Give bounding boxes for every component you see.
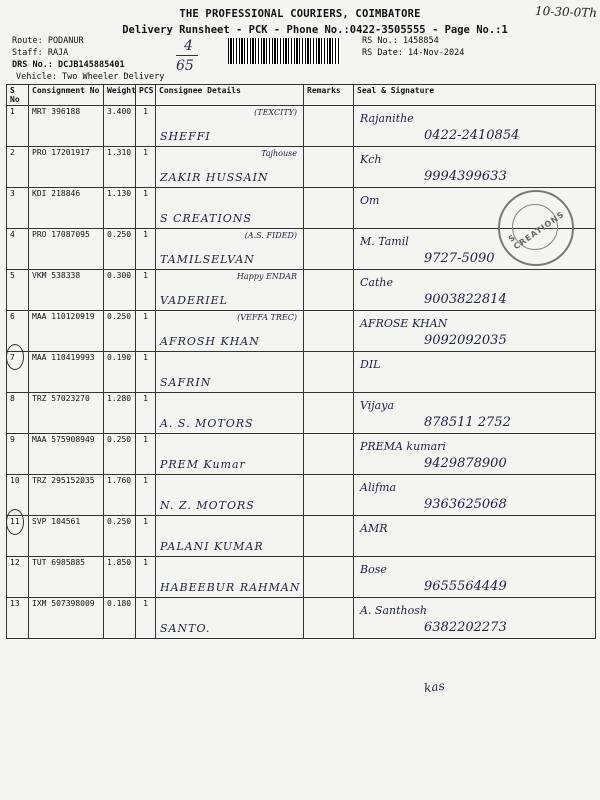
consignee-cell [156, 352, 304, 393]
signature-name: Om [360, 194, 380, 207]
row-weight: 0.300 [104, 270, 136, 311]
consignment-number: TRZ 295152035 [29, 475, 104, 516]
remarks-cell [304, 270, 354, 311]
consignment-number: TRZ 57023270 [29, 393, 104, 434]
signature-phone: 9727-5090 [424, 251, 495, 266]
document-subtitle: Delivery Runsheet - PCK - Phone No.:0422-3505555 - Page No.:1 [122, 24, 508, 36]
consignment-number: MAA 575908949 [29, 434, 104, 475]
signature-cell [354, 598, 596, 639]
signature-cell [354, 393, 596, 434]
footer-initials: kas [423, 678, 446, 696]
row-weight: 1.280 [104, 393, 136, 434]
col-header-signature: Seal & Signature [354, 85, 596, 106]
table-header-row [7, 85, 596, 106]
signature-phone: 0422-2410854 [424, 128, 520, 143]
remarks-cell [304, 352, 354, 393]
signature-name: DIL [360, 358, 381, 371]
consignee-cell [156, 311, 304, 352]
row-pcs: 1 [136, 106, 156, 147]
row-pcs: 1 [136, 188, 156, 229]
row-sno: 10 [7, 475, 29, 516]
remarks-cell [304, 598, 354, 639]
remarks-cell [304, 147, 354, 188]
consignment-number: MRT 396188 [29, 106, 104, 147]
col-header-consignee: Consignee Details [156, 85, 304, 106]
rs-date: RS Date: 14-Nov-2024 [362, 48, 465, 58]
signature-name: Kch [360, 153, 382, 166]
consignment-number: TUT 6985885 [29, 557, 104, 598]
handwritten-date: 10-30-0Th [534, 3, 598, 21]
row-weight: 0.190 [104, 352, 136, 393]
col-header-sno: S No [7, 85, 29, 106]
row-sno: 2 [7, 147, 29, 188]
row-sno: 8 [7, 393, 29, 434]
consignee-cell [156, 229, 304, 270]
remarks-cell [304, 106, 354, 147]
fraction-line [176, 55, 198, 56]
remarks-cell [304, 434, 354, 475]
table-row [7, 106, 596, 147]
vehicle-label: Vehicle: Two Wheeler Delivery [16, 72, 165, 82]
row-11-circle-mark [6, 509, 24, 535]
consignee-name: VADERIEL [160, 294, 228, 307]
table-row [7, 393, 596, 434]
signature-phone: 9655564449 [424, 579, 507, 594]
table-row [7, 270, 596, 311]
col-header-remarks: Remarks [304, 85, 354, 106]
signature-cell [354, 352, 596, 393]
rs-number: RS No.: 1458854 [362, 36, 439, 46]
signature-phone: 9003822814 [424, 292, 507, 307]
seal-stamp-text: S CREATIONS [506, 209, 567, 252]
col-header-weight: Weight [104, 85, 136, 106]
signature-name: Bose [360, 563, 387, 576]
signature-phone: 6382202273 [424, 620, 507, 635]
hand-count-top: 4 [184, 38, 193, 54]
hand-count-bottom: 65 [176, 58, 194, 74]
row-pcs: 1 [136, 229, 156, 270]
row-sno: 3 [7, 188, 29, 229]
consignee-note: Happy ENDAR [236, 272, 297, 281]
signature-phone: 9429878900 [424, 456, 507, 471]
signature-cell [354, 147, 596, 188]
table-row [7, 557, 596, 598]
row-pcs: 1 [136, 270, 156, 311]
consignment-number: MAA 110419993 [29, 352, 104, 393]
consignment-number: MAA 110120919 [29, 311, 104, 352]
row-sno: 9 [7, 434, 29, 475]
signature-cell [354, 270, 596, 311]
row-sno: 5 [7, 270, 29, 311]
row-weight: 1.310 [104, 147, 136, 188]
drs-number: DRS No.: DCJB145885401 [12, 60, 125, 70]
consignee-name: SANTO. [160, 622, 211, 635]
consignee-cell [156, 557, 304, 598]
consignee-note: (A.S. FIDED) [244, 231, 297, 240]
row-weight: 0.180 [104, 598, 136, 639]
table-row [7, 475, 596, 516]
remarks-cell [304, 311, 354, 352]
signature-cell [354, 106, 596, 147]
signature-name: Rajanithe [360, 112, 414, 125]
row-pcs: 1 [136, 434, 156, 475]
row-weight: 1.760 [104, 475, 136, 516]
row-sno: 12 [7, 557, 29, 598]
signature-cell [354, 557, 596, 598]
row-sno: 1 [7, 106, 29, 147]
remarks-cell [304, 557, 354, 598]
table-row [7, 311, 596, 352]
row-weight: 0.250 [104, 516, 136, 557]
row-pcs: 1 [136, 393, 156, 434]
signature-cell [354, 434, 596, 475]
consignee-cell [156, 147, 304, 188]
consignee-note: (TEXCITY) [254, 108, 297, 117]
row-pcs: 1 [136, 598, 156, 639]
consignee-cell [156, 475, 304, 516]
remarks-cell [304, 229, 354, 270]
row-7-circle-mark [6, 344, 24, 370]
consignee-cell [156, 106, 304, 147]
route-label: Route: PODANUR [12, 36, 84, 46]
consignee-name: PREM Kumar [160, 458, 246, 471]
consignee-name: HABEEBUR RAHMAN [160, 581, 301, 594]
row-sno: 4 [7, 229, 29, 270]
consignee-cell [156, 434, 304, 475]
table-row [7, 516, 596, 557]
remarks-cell [304, 188, 354, 229]
signature-name: AMR [360, 522, 388, 535]
signature-name: M. Tamil [360, 235, 409, 248]
consignee-cell [156, 598, 304, 639]
row-sno: 11 [7, 516, 29, 557]
row-pcs: 1 [136, 516, 156, 557]
row-sno: 6 [7, 311, 29, 352]
consignee-cell [156, 516, 304, 557]
consignee-name: N. Z. MOTORS [160, 499, 255, 512]
staff-label: Staff: RAJA [12, 48, 69, 58]
table-row [7, 598, 596, 639]
table-row [7, 352, 596, 393]
remarks-cell [304, 516, 354, 557]
row-weight: 0.250 [104, 311, 136, 352]
signature-phone: 878511 2752 [424, 415, 511, 430]
barcode [228, 38, 340, 64]
row-sno: 13 [7, 598, 29, 639]
signature-phone: 9363625068 [424, 497, 507, 512]
consignee-name: SAFRIN [160, 376, 212, 389]
document-title: THE PROFESSIONAL COURIERS, COIMBATORE [179, 8, 421, 20]
row-weight: 0.250 [104, 229, 136, 270]
consignee-cell [156, 188, 304, 229]
row-weight: 3.400 [104, 106, 136, 147]
signature-phone: 9994399633 [424, 169, 507, 184]
consignee-cell [156, 270, 304, 311]
consignment-number: VKM 538338 [29, 270, 104, 311]
consignee-name: SHEFFI [160, 130, 211, 143]
row-pcs: 1 [136, 147, 156, 188]
table-row [7, 434, 596, 475]
row-sno: 7 [7, 352, 29, 393]
row-weight: 1.850 [104, 557, 136, 598]
signature-name: PREMA kumari [360, 440, 446, 453]
remarks-cell [304, 475, 354, 516]
consignee-name: A. S. MOTORS [160, 417, 254, 430]
signature-name: Alifma [360, 481, 397, 494]
signature-cell [354, 311, 596, 352]
consignment-number: KDI 218846 [29, 188, 104, 229]
row-weight: 1.130 [104, 188, 136, 229]
runsheet-table [6, 84, 596, 639]
consignee-note: Tajhouse [261, 149, 297, 158]
row-pcs: 1 [136, 311, 156, 352]
consignee-cell [156, 393, 304, 434]
row-pcs: 1 [136, 475, 156, 516]
row-pcs: 1 [136, 352, 156, 393]
signature-name: Vijaya [360, 399, 395, 412]
consignment-number: SVP 104561 [29, 516, 104, 557]
consignment-number: IXM 507398009 [29, 598, 104, 639]
col-header-consignment: Consignment No [29, 85, 104, 106]
signature-name: Cathe [360, 276, 393, 289]
signature-name: A. Santhosh [360, 604, 427, 617]
table-row [7, 147, 596, 188]
col-header-pcs: PCS [136, 85, 156, 106]
consignee-note: (VEFFA TREC) [237, 313, 297, 322]
signature-cell [354, 516, 596, 557]
consignee-name: ZAKIR HUSSAIN [160, 171, 269, 184]
seal-stamp [498, 190, 574, 266]
consignee-name: AFROSH KHAN [160, 335, 260, 348]
row-pcs: 1 [136, 557, 156, 598]
consignment-number: PRO 17201917 [29, 147, 104, 188]
signature-name: AFROSE KHAN [360, 317, 448, 330]
signature-phone: 9092092035 [424, 333, 507, 348]
remarks-cell [304, 393, 354, 434]
consignee-name: S CREATIONS [160, 212, 252, 225]
consignee-name: TAMILSELVAN [160, 253, 255, 266]
signature-cell [354, 475, 596, 516]
consignee-name: PALANI KUMAR [160, 540, 264, 553]
row-weight: 0.250 [104, 434, 136, 475]
consignment-number: PRO 17087095 [29, 229, 104, 270]
